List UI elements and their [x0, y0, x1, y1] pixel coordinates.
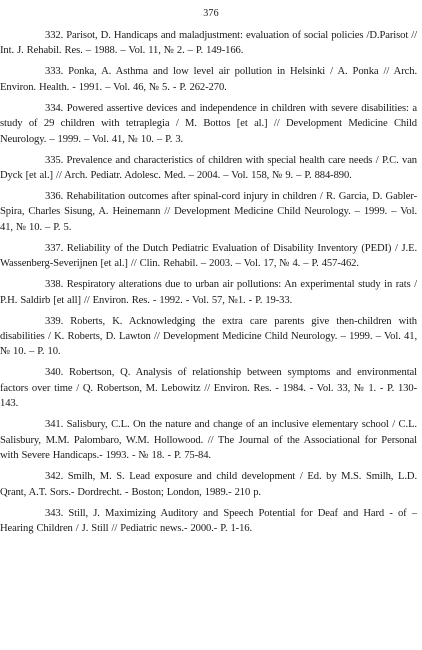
reference-entry: 340. Robertson, Q. Analysis of relationship between symptoms and environmental factors over time / Q. Robertson, M. Lebowitz // Environ. Res. - 1984. - Vol. 33, № 1. - P. 130-143. — [0, 367, 417, 410]
reference-entry: 338. Respiratory alterations due to urban air pollutions: An experimental study in rats / P.H. Saldirb [et all] // Environ. Res. - 1992. - Vol. 57, №1. - P. 19-33. — [0, 279, 417, 306]
reference-entry: 339. Roberts, K. Acknowledging the extra care parents give then-children with disabilities / K. Roberts, D. Lawton // Development Medicine Child Neurology. – 1999. – Vol. 41, № 10. – P. 10. — [0, 315, 417, 358]
reference-entry: 343. Still, J. Maximizing Auditory and Speech Potential for Deaf and Hard - of – Hearing Children / J. Still // Pediatric news.- 2000.- P. 1-16. — [0, 507, 417, 534]
page-number: 376 — [203, 8, 219, 19]
reference-entry: 334. Powered assertive devices and independence in children with severe disabilities: a study of 29 children with tetraplegia / M. Bottos [et al.] // Development Medicine Child Neurology. – 1999. – Vol. 41, № 10. – P. 3. — [0, 102, 417, 145]
reference-entry: 332. Parisot, D. Handicaps and maladjustment: evaluation of social policies /D.Parisot // Int. J. Rehabil. Res. – 1988. – Vol. 11, № 2. – P. 149-166. — [0, 30, 417, 57]
reference-list — [0, 28, 417, 542]
reference-entry: 335. Prevalence and characteristics of children with special health care needs / P.C. van Dyck [et al.] // Arch. Pediatr. Adolesc. Med. – 2004. – Vol. 158, № 9. – P. 884-890. — [0, 154, 417, 182]
reference-entry: 341. Salisbury, C.L. On the nature and change of an inclusive elementary school / C.L. Salisbury, M.M. Palombaro, W.M. Hollowood. // The Journal of the Associational for Personal with Severe Handicaps.- 1993. - № 18. - P. 75-84. — [0, 419, 417, 462]
reference-entry: 333. Ponka, A. Asthma and low level air pollution in Helsinki / A. Ponka // Arch. Environ. Health. - 1991. – Vol. 46, № 5. - P. 262-270. — [0, 66, 417, 93]
reference-entry: 337. Reliability of the Dutch Pediatric Evaluation of Disability Inventory (PEDI) / J.E. Wassenberg-Severijnen [et al.] // Clin. Rehabil. – 2003. – Vol. 17, № 4. – P. 457-462. — [0, 242, 417, 270]
reference-entry: 342. Smilh, M. S. Lead exposure and child development / Ed. by M.S. Smilh, L.D. Qrant, A.T. Sors.- Dordrecht. - Boston; London, 1989.- 210 p. — [0, 471, 417, 498]
reference-entry: 336. Rehabilitation outcomes after spinal-cord injury in children / R. Garcia, D. Gabler- Spira, Charles Sisung, A. Heinemann // Development Medicine Child Neurology. – 1999. – Vol. 41, № 10. – P. 5. — [0, 191, 417, 233]
